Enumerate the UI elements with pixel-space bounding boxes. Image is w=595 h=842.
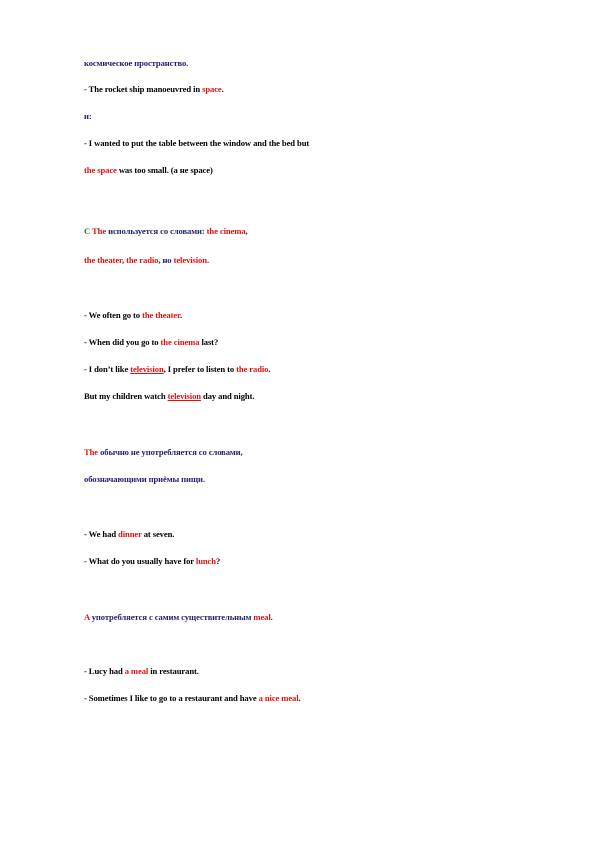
highlight-word: lunch	[195, 556, 216, 566]
text-segment: .	[221, 84, 224, 94]
text-segment: , I prefer to listen to	[163, 364, 237, 374]
line-example-lucy	[84, 666, 199, 677]
line-example-children	[84, 391, 254, 402]
text-segment: - The rocket ship manoeuvred in	[84, 84, 203, 94]
text-segment: - Lucy had	[84, 666, 125, 676]
text-segment: ,	[121, 255, 127, 265]
highlight-word: television	[167, 391, 201, 401]
text-segment: .	[298, 693, 301, 703]
line-example-cinema	[84, 337, 218, 348]
highlight-word: television	[130, 364, 164, 374]
text-segment: day and night.	[200, 391, 255, 401]
highlight-word: dinner	[118, 529, 142, 539]
line-rule-meals	[84, 447, 243, 458]
highlight-word: The	[92, 226, 107, 236]
text-segment: ,	[245, 226, 248, 236]
line-space-russian	[84, 58, 188, 69]
text-segment: обычно не употребляется со словами,	[98, 447, 243, 457]
text-segment: используется со словами:	[106, 226, 207, 236]
highlight-word: television	[173, 255, 207, 265]
highlight-word: the radio	[236, 364, 269, 374]
text-segment: last?	[199, 337, 219, 347]
highlight-word: meal	[253, 612, 271, 622]
line-example-television	[84, 364, 270, 375]
line-example-rocket	[84, 84, 224, 95]
text-segment: .	[206, 255, 209, 265]
highlight-word: the theater	[84, 255, 122, 265]
text-segment: - When did you go to	[84, 337, 161, 347]
text-segment: - I wanted to put the table between the window and the bed but	[84, 138, 310, 148]
text-segment: - Sometimes I like to go to a restaurant and have	[84, 693, 259, 703]
text-segment: .	[268, 364, 271, 374]
highlight-word: the cinema	[160, 337, 200, 347]
line-example-table-cont	[84, 165, 213, 176]
text-segment: обозначающими приёмы пищи.	[84, 474, 205, 484]
text-segment: космическое пространство.	[84, 58, 189, 68]
text-segment: But my children watch	[84, 391, 168, 401]
text-segment: ?	[215, 556, 221, 566]
highlight-word: a meal	[124, 666, 149, 676]
line-example-table	[84, 138, 309, 149]
line-example-lunch	[84, 556, 220, 567]
line-rule-the-entertainment	[84, 226, 248, 237]
line-example-restaurant	[84, 693, 301, 704]
highlight-word: the radio	[126, 255, 159, 265]
text-segment: употребляется с самим существительным	[89, 612, 254, 622]
line-rule-meals-cont	[84, 474, 205, 485]
text-segment: , но	[158, 255, 174, 265]
green-letter: C	[84, 226, 91, 236]
highlight-word: The	[84, 447, 99, 457]
text-segment: at seven.	[141, 529, 175, 539]
line-rule-the-entertainment-cont	[84, 255, 209, 266]
highlight-word: a nice meal	[258, 693, 299, 703]
line-example-dinner	[84, 529, 174, 540]
highlight-word: the cinema	[206, 226, 246, 236]
text-segment: - What do you usually have for	[84, 556, 196, 566]
text-segment: was too small. (a не space)	[116, 165, 213, 175]
text-segment: - We had	[84, 529, 119, 539]
text-segment: in restaurant.	[148, 666, 199, 676]
line-rule-a-meal	[84, 612, 273, 623]
text-segment: .	[270, 612, 273, 622]
highlight-word: the space	[84, 165, 117, 175]
highlight-word: A	[84, 612, 90, 622]
highlight-word: the theater	[142, 310, 181, 320]
line-example-theater	[84, 310, 182, 321]
text-segment: .	[180, 310, 183, 320]
text-segment: - I don’t like	[84, 364, 131, 374]
highlight-word: space	[202, 84, 222, 94]
text-segment: - We often go to	[84, 310, 143, 320]
text-segment: и:	[84, 111, 92, 121]
line-i	[84, 111, 92, 122]
